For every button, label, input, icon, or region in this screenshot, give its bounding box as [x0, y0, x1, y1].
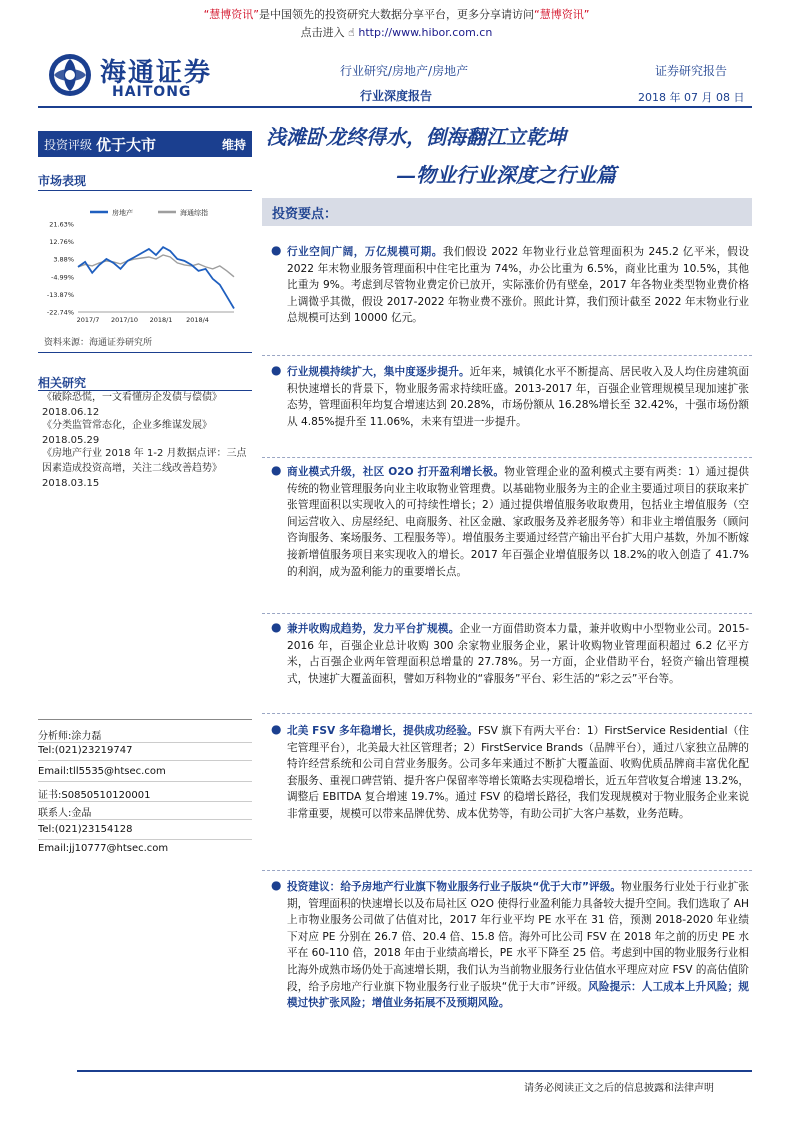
contact-divider	[38, 819, 252, 820]
legend-label: 房地产	[112, 209, 133, 217]
bullet-icon: ●	[271, 878, 282, 892]
report-category: 行业研究/房地产/房地产	[340, 64, 469, 78]
key-point-paragraph	[287, 364, 749, 430]
report-subtitle: —物业行业深度之行业篇	[396, 163, 616, 187]
related-item-date: 2018.05.29	[42, 435, 100, 446]
promo-brand-2: “慧博资讯”	[534, 8, 590, 21]
bullet-icon: ●	[271, 363, 282, 377]
contact-email[interactable]: Email:jj10777@htsec.com	[38, 843, 169, 854]
promo-url[interactable]: http://www.hibor.com.cn	[358, 26, 493, 39]
series-line	[78, 247, 234, 308]
key-point-lead: 投资建议：给予房地产行业旗下物业服务行业子版块“优于大市”评级。	[287, 881, 622, 893]
footer-disclaimer[interactable]: 请务必阅读正文之后的信息披露和法律声明	[524, 1083, 714, 1094]
key-point-lead: 北美 FSV 多年稳增长，提供成功经验。	[287, 725, 478, 737]
rating-bar	[38, 131, 252, 157]
related-item-date: 2018.06.12	[42, 407, 100, 418]
key-point-paragraph	[287, 244, 749, 327]
key-point-body: FSV 旗下有两大平台：1）FirstService Residential（住宅管理平台），北美最大社区管理者；2）FirstService Brands（品牌平台），通过八家独立品牌的特许经营系统和公司自营业务服务。公司多年来通过不断扩大覆盖面、收购优质品牌商丰富优化配套服务、重视口碑营销、提升客户保留率等增长策略去实现稳增长，近五年营收复合增速 13.2%，调整后 EBITDA 复合增速 19.7%。通过 FSV 的稳增长路径，我们发现规模对于物业服务企业来说非常重要，规模可以带来品牌优势、成本优势等，有助公司扩大客户基数，业务范畴。	[287, 725, 749, 820]
key-point-body: 我们假设 2022 年物业行业总管理面积为 245.2 亿平米，假设 2022 年末物业服务管理面积中住宅比重为 74%，办公比重为 6.5%，商业比重为 10.5%，其他比重为 9%。考虑到尽管物业费定价已放开，实际涨价仍有壁垒，2017 年各物业类型物业费价格上调微乎其微，假设 2017-2022 年物业费不涨价。照此计算，我们预计截至 2022 年末物业行业总规模可达到 10000 亿元。	[287, 246, 750, 325]
rating-label: 投资评级	[44, 137, 93, 152]
related-item[interactable]	[42, 446, 252, 491]
haitong-logo-icon	[48, 53, 92, 97]
y-tick-label: 12.76%	[49, 238, 74, 247]
report-date: 2018 年 07 月 08 日	[638, 91, 745, 104]
bullet-icon: ●	[271, 722, 282, 736]
key-point-paragraph	[287, 621, 749, 687]
key-point-lead: 兼并收购成趋势，发力平台扩规模。	[287, 623, 460, 635]
key-point-body: 近年来，城镇化水平不断提高、居民收入及人均住房建筑面积快速增长的背景下，物业服务需求持续旺盛。2013-2017 年，百强企业管理规模呈现加速扩张态势，管理面积年均复合增速达到 20.28%，市场份额从 16.28%增长至 32.42%，十强市场份额从 4.85%提升至 11.06%，未来有望进一步提升。	[287, 366, 750, 428]
x-tick-label: 2018/1	[149, 316, 173, 324]
rating-status: 维持	[221, 137, 246, 152]
related-heading: 相关研究	[38, 376, 87, 390]
logo-text-en: HAITONG	[112, 84, 192, 100]
contact-divider	[38, 742, 252, 743]
market-chart	[38, 200, 252, 328]
paragraph-divider	[262, 355, 752, 356]
analyst-cert: 证书:S0850510120001	[38, 790, 151, 801]
paragraph-divider	[262, 457, 752, 458]
analyst-email[interactable]: Email:tll5535@htsec.com	[38, 766, 166, 777]
paragraph-divider	[262, 713, 752, 714]
related-item-title[interactable]: 《破除恐慌，一文看懂房企发债与偿债》	[42, 392, 222, 403]
contact-divider	[38, 719, 252, 720]
contact-tel: Tel:(021)23154128	[38, 824, 133, 835]
key-point-paragraph	[287, 464, 749, 580]
bullet-icon: ●	[271, 620, 282, 634]
related-item-title[interactable]: 《分类监管常态化，企业多维谋发展》	[42, 420, 212, 431]
logo-text-cn: 海通证券	[100, 58, 213, 88]
paragraph-divider	[262, 870, 752, 871]
key-point-lead: 行业空间广阔，万亿规模可期。	[287, 246, 443, 258]
contact-divider	[38, 801, 252, 802]
promo-brand: “慧博资讯”	[203, 8, 259, 21]
key-point-paragraph	[287, 879, 749, 1012]
analyst-name: 分析师:涂力磊	[38, 731, 102, 742]
legend-label: 海通综指	[180, 209, 208, 217]
y-tick-label: -4.99%	[51, 273, 74, 282]
contact-name: 联系人:金晶	[38, 808, 92, 819]
key-point-body: 物业服务行业处于行业扩张期，管理面积的快速增长以及布局社区 O2O 使得行业盈利能力具备较大提升空间。我们选取了 AH 上市物业服务公司做了估值对比，2017 年行业平均 PE 水平在 31 倍，预测 2018-2020 年业绩下对应 PE 分别在 26.7 倍、20.4 倍、15.8 倍。海外可比公司 FSV 在 2018 年之前的历史 PE 水平在 60-110 倍，2018 年由于业绩高增长，PE 水平下降至 25 倍。考虑到中国的物业服务行业相比海外成熟市场仍处于高速增长期，我们认为当前物业服务行业估值水平理应对应 FSV 的高估值阶段，给予房地产行业旗下物业服务行业子版块“优于大市”评级。	[287, 881, 749, 993]
header-divider	[38, 106, 752, 108]
key-point-paragraph	[287, 723, 749, 823]
report-type: 行业深度报告	[360, 89, 433, 103]
related-item-date: 2018.03.15	[42, 478, 100, 489]
key-point-lead: 商业模式升级，社区 O2O 打开盈利增长极。	[287, 466, 505, 478]
footer-divider	[77, 1070, 752, 1072]
bullet-icon: ●	[271, 243, 282, 257]
report-title: 浅滩卧龙终得水，倒海翻江立乾坤	[266, 125, 566, 149]
y-tick-label: -22.74%	[46, 308, 74, 317]
y-tick-label: 21.63%	[49, 220, 74, 229]
rating-value: 优于大市	[96, 135, 157, 154]
bullet-icon: ●	[271, 463, 282, 477]
key-point-lead: 行业规模持续扩大，集中度逐步提升。	[287, 366, 470, 378]
promo-link-row[interactable]	[0, 24, 793, 40]
promo-click-text[interactable]: 点击进入	[300, 26, 345, 39]
report-label: 证券研究报告	[655, 64, 728, 78]
series-line	[78, 255, 234, 277]
market-heading: 市场表现	[38, 174, 87, 188]
analyst-tel: Tel:(021)23219747	[38, 745, 133, 756]
pointer-icon: ☝	[348, 26, 355, 39]
contact-divider	[38, 839, 252, 840]
source-divider	[38, 352, 252, 353]
x-tick-label: 2017/7	[76, 316, 100, 324]
promo-text: 是中国领先的投资研究大数据分享平台，更多分享请访问	[259, 8, 534, 21]
y-tick-label: 3.88%	[53, 255, 74, 264]
x-tick-label: 2017/10	[110, 316, 139, 324]
key-points-heading: 投资要点：	[272, 207, 338, 222]
contact-divider	[38, 781, 252, 782]
x-tick-label: 2018/4	[186, 316, 209, 324]
chart-source: 资料来源：海通证券研究所	[44, 338, 153, 348]
related-item-title[interactable]: 《房地产行业 2018 年 1-2 月数据点评：三点因素造成投资高增，关注二线改善趋势》	[42, 448, 247, 474]
related-item[interactable]	[42, 390, 252, 420]
market-divider	[38, 190, 252, 191]
contact-divider	[38, 760, 252, 761]
paragraph-divider	[262, 613, 752, 614]
key-point-body: 企业一方面借助资本力量，兼并收购中小型物业公司。2015-2016 年，百强企业总计收购 300 余家物业服务企业，累计收购物业管理面积超过 6.2 亿平方米，占百强企业两年管理面积总增量的 27.78%。另一方面，企业借助平台，轻资产输出管理模式，快速扩大覆盖面积，譬如万科物业的“睿服务”平台、彩生活的“彩之云”平台等。	[287, 623, 750, 685]
promo-banner	[0, 6, 793, 22]
key-point-body: 物业管理企业的盈利模式主要有两类：1）通过提供传统的物业管理服务向业主收取物业管理费。以基础物业服务为主的企业主要通过项目的获取来扩张管理面积以实现收入的可持续性增长；2）通过提供增值服务收取费用，包括业主增值服务（空间运营收入、房屋经纪、电商服务、社区金融、家政服务及养老服务等）和非业主增值服务（顾问咨询服务、案场服务、工程服务等）。增值服务主要通过经营产输出平台扩大用户基数，外加不断嫁接新增值服务项目来实现收入的增长。2017 年百强企业增值服务以 18.2%的收入创造了 41.7%的利润，成为盈利能力的重要增长点。	[287, 466, 749, 578]
y-tick-label: -13.87%	[46, 290, 74, 299]
related-item[interactable]	[42, 418, 252, 448]
risk-warning: 风险提示：人工成本上升风险；规模过快扩张风险；增值业务拓展不及预期风险。	[287, 980, 749, 1010]
